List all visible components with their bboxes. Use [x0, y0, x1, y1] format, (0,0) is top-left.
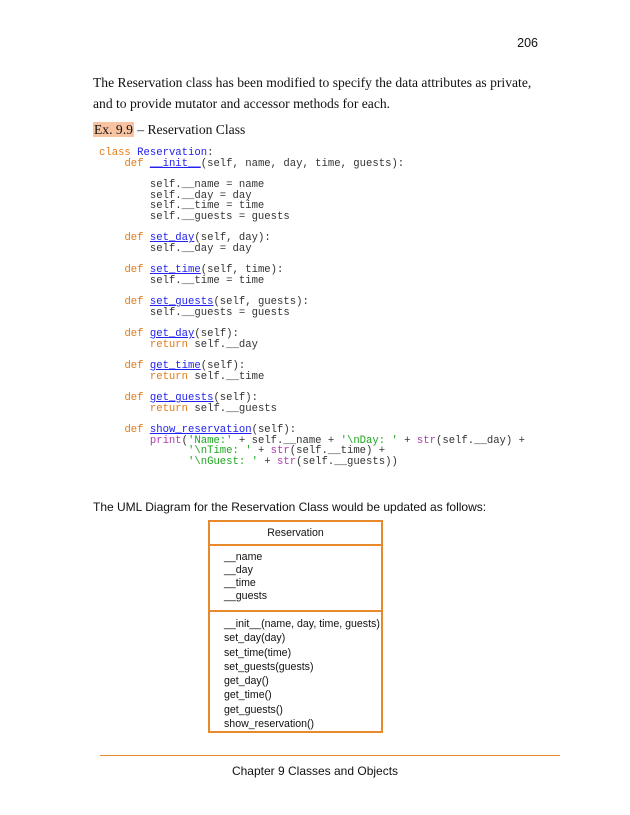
example-heading [93, 122, 245, 138]
uml-class-name: Reservation [210, 522, 381, 546]
code-line [99, 212, 525, 223]
code-token: set_day [149, 232, 195, 245]
code-token: '\nDay: ' [340, 434, 398, 447]
code-token: (self.__time) + [289, 445, 386, 458]
code-token: set_time [149, 264, 201, 277]
code-token: self.__day = day [99, 189, 252, 202]
uml-method: set_guests(guests) [224, 660, 314, 673]
page-number: 206 [517, 36, 538, 50]
code-token: ( [181, 434, 189, 447]
uml-attributes [210, 546, 381, 612]
code-token: def [124, 360, 150, 373]
uml-method: get_day() [224, 675, 269, 688]
footer-divider [100, 755, 560, 756]
code-token: show_reservation [149, 424, 252, 437]
code-token: (self, guests): [213, 296, 309, 309]
code-token: self.__time [194, 370, 265, 383]
code-token: get_day [149, 328, 195, 341]
code-token [99, 339, 150, 351]
code-token: + [251, 445, 271, 458]
code-line [99, 308, 525, 319]
code-token: (self, day): [194, 232, 271, 245]
uml-method: get_time() [224, 689, 272, 702]
uml-method: get_guests() [224, 703, 283, 716]
code-token: '\nTime: ' [188, 445, 252, 458]
uml-methods [210, 612, 381, 731]
code-token: self.__day = day [99, 242, 252, 255]
code-token: (self.__day) + [435, 434, 525, 447]
code-token: str [270, 445, 290, 458]
code-token: def [124, 232, 150, 245]
code-token: set_guests [149, 296, 214, 309]
code-token: def [124, 296, 150, 309]
uml-method: __init__(name, day, time, guests) [224, 618, 380, 630]
uml-attribute: __guests [224, 590, 267, 602]
uml-method: set_day(day) [224, 632, 286, 645]
code-token: (self): [194, 328, 239, 341]
uml-attribute: __time [224, 577, 256, 589]
code-token: self.__time = time [99, 274, 265, 287]
code-token: return [149, 370, 195, 383]
code-token: def [124, 392, 150, 405]
code-token: (self): [200, 360, 246, 373]
code-token: def [124, 264, 150, 277]
code-token: str [277, 456, 297, 469]
uml-method: show_reservation() [224, 718, 315, 731]
code-line [99, 404, 525, 415]
code-token: (self): [213, 392, 258, 405]
code-token [99, 403, 150, 415]
code-token: get_time [149, 360, 201, 373]
uml-class-diagram [208, 520, 383, 733]
code-line [99, 457, 525, 468]
uml-attribute: __name [224, 551, 263, 563]
intro-line-1: The Reservation class has been modified to specify the data attributes as private, [93, 75, 532, 90]
example-title: – Reservation Class [133, 122, 246, 137]
code-token: self.__guests [194, 402, 278, 415]
example-label: Ex. 9.9 [94, 122, 133, 137]
uml-method: set_time(time) [224, 646, 292, 659]
code-token: 'Name:' [188, 434, 233, 447]
code-token: self.__guests = guests [99, 210, 290, 223]
code-token: : [207, 147, 214, 159]
code-token: def [124, 157, 150, 170]
code-token: return [149, 338, 195, 351]
code-token: Reservation [137, 147, 208, 159]
code-token: print [149, 434, 182, 447]
code-line [99, 340, 525, 351]
uml-attribute: __day [224, 564, 253, 576]
code-token: return [149, 402, 195, 415]
code-token: (self, time): [200, 264, 284, 277]
code-token: (self): [251, 424, 297, 437]
intro-line-2: and to provide mutator and accessor methods for each. [93, 96, 391, 111]
code-line [99, 372, 525, 383]
code-token: self.__name = name [99, 178, 265, 191]
code-token: __init__ [149, 157, 201, 170]
code-token: + self.__name + [232, 434, 341, 447]
code-token: '\nGuest: ' [188, 456, 258, 469]
code-token: + [397, 434, 417, 447]
code-token: (self, name, day, time, guests): [200, 157, 405, 170]
code-token: self.__day [194, 338, 258, 351]
code-line [99, 244, 525, 255]
code-line [99, 276, 525, 287]
code-token: class [99, 147, 138, 159]
code-line [99, 159, 525, 170]
code-token: self.__time = time [99, 200, 265, 213]
code-token: def [124, 424, 150, 437]
code-token: get_guests [149, 392, 214, 405]
code-token: str [416, 434, 436, 447]
code-token [99, 456, 188, 468]
intro-paragraph [93, 72, 553, 114]
code-token [99, 371, 150, 383]
code-token: self.__guests = guests [99, 306, 290, 319]
code-token [99, 158, 124, 170]
uml-caption: The UML Diagram for the Reservation Class would be updated as follows: [93, 500, 487, 514]
code-block [99, 148, 525, 468]
code-token: (self.__guests)) [296, 456, 398, 469]
code-token: + [257, 456, 278, 469]
footer-chapter-title: Chapter 9 Classes and Objects [231, 764, 399, 778]
code-token: def [124, 328, 150, 341]
